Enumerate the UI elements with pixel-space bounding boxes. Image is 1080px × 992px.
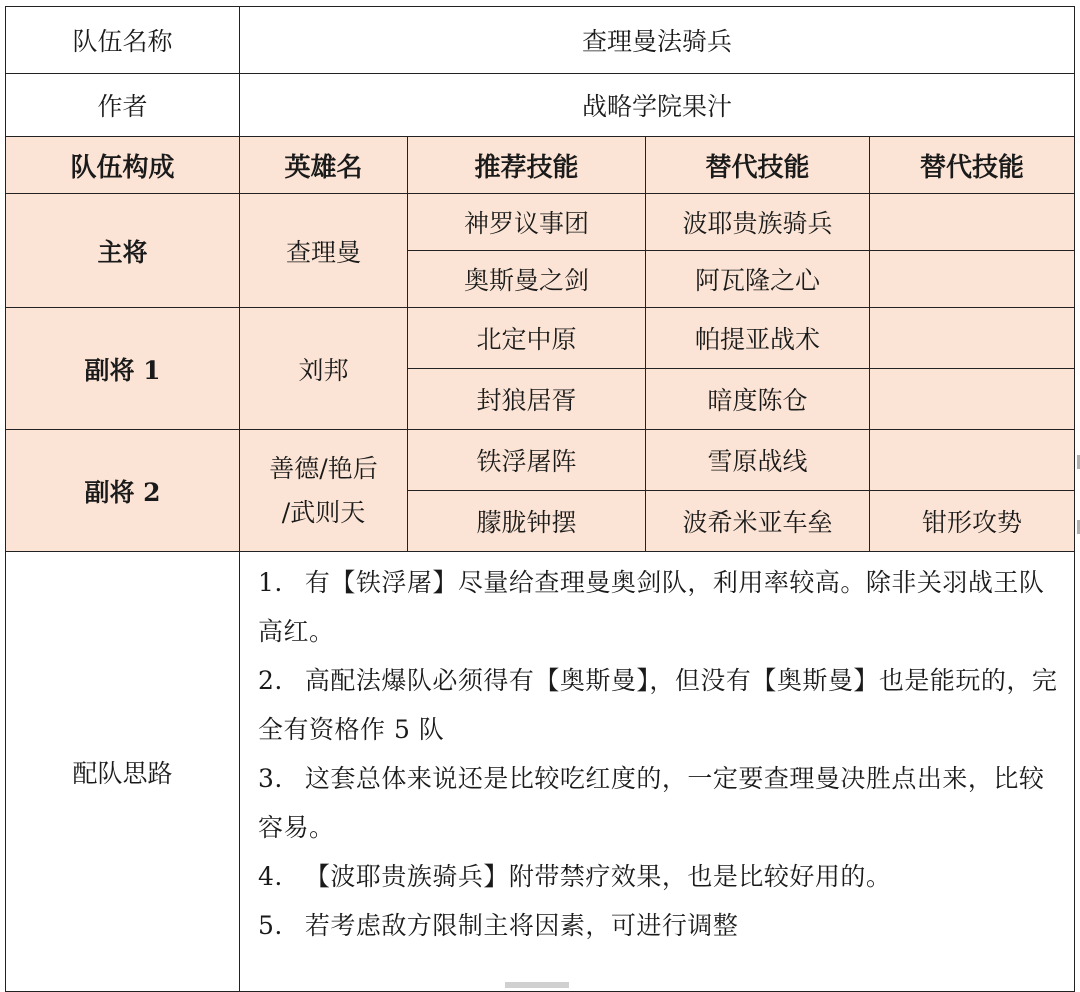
role-vice-general-2: 副将 2 bbox=[6, 430, 240, 552]
recommended-skill: 封狼居胥 bbox=[408, 369, 646, 430]
header-composition: 队伍构成 bbox=[6, 137, 240, 194]
team-lineup-table bbox=[5, 6, 1075, 992]
vice-general-2-row-1 bbox=[6, 430, 1075, 491]
note-number: 2. bbox=[258, 666, 283, 695]
recommended-skill: 铁浮屠阵 bbox=[408, 430, 646, 491]
hero-main-general: 查理曼 bbox=[240, 194, 408, 308]
strategy-note bbox=[258, 656, 1060, 754]
note-number: 5. bbox=[258, 911, 283, 940]
note-number: 1. bbox=[258, 568, 283, 597]
role-vice-general-1: 副将 1 bbox=[6, 308, 240, 430]
alternative-skill-1: 暗度陈仓 bbox=[646, 369, 870, 430]
note-text: 高配法爆队必须得有【奥斯曼】，但没有【奥斯曼】也是能玩的，完全有资格作 5 队 bbox=[258, 666, 1058, 744]
bottom-scroll-indicator bbox=[505, 982, 569, 988]
hero-name-line-1: 善德/艳后 bbox=[269, 453, 378, 483]
strategy-row bbox=[6, 552, 1075, 992]
recommended-skill: 北定中原 bbox=[408, 308, 646, 369]
note-number: 4. bbox=[258, 862, 283, 891]
header-alternative-skills-2: 替代技能 bbox=[870, 137, 1075, 194]
strategy-note bbox=[258, 754, 1060, 852]
alternative-skill-1: 波耶贵族骑兵 bbox=[646, 194, 870, 251]
alternative-skill-2: 钳形攻势 bbox=[870, 491, 1075, 552]
header-recommended-skills: 推荐技能 bbox=[408, 137, 646, 194]
recommended-skill: 神罗议事团 bbox=[408, 194, 646, 251]
header-hero: 英雄名 bbox=[240, 137, 408, 194]
author-label: 作者 bbox=[6, 74, 240, 137]
team-name-label: 队伍名称 bbox=[6, 7, 240, 74]
note-text: 【波耶贵族骑兵】附带禁疗效果，也是比较好用的。 bbox=[304, 862, 892, 891]
note-text: 有【铁浮屠】尽量给查理曼奥剑队，利用率较高。除非关羽战王队高红。 bbox=[258, 568, 1045, 646]
author-row bbox=[6, 74, 1075, 137]
header-row bbox=[6, 137, 1075, 194]
alternative-skill-1: 阿瓦隆之心 bbox=[646, 251, 870, 308]
main-general-row-1 bbox=[6, 194, 1075, 251]
note-text: 若考虑敌方限制主将因素，可进行调整 bbox=[304, 911, 739, 940]
hero-vice-general-2 bbox=[240, 430, 408, 552]
author-value: 战略学院果汁 bbox=[240, 74, 1075, 137]
strategy-note bbox=[258, 558, 1060, 656]
strategy-note bbox=[258, 852, 1060, 901]
alternative-skill-2 bbox=[870, 308, 1075, 369]
alternative-skill-2 bbox=[870, 194, 1075, 251]
alternative-skill-1: 波希米亚车垒 bbox=[646, 491, 870, 552]
team-name-value: 查理曼法骑兵 bbox=[240, 7, 1075, 74]
vice-general-1-row-1 bbox=[6, 308, 1075, 369]
alternative-skill-2 bbox=[870, 369, 1075, 430]
hero-vice-general-1: 刘邦 bbox=[240, 308, 408, 430]
alternative-skill-1: 雪原战线 bbox=[646, 430, 870, 491]
alternative-skill-1: 帕提亚战术 bbox=[646, 308, 870, 369]
strategy-notes bbox=[240, 552, 1075, 992]
recommended-skill: 奥斯曼之剑 bbox=[408, 251, 646, 308]
hero-name-line-2: /武则天 bbox=[281, 497, 366, 527]
strategy-label: 配队思路 bbox=[6, 552, 240, 992]
recommended-skill: 朦胧钟摆 bbox=[408, 491, 646, 552]
alternative-skill-2 bbox=[870, 430, 1075, 491]
strategy-note bbox=[258, 901, 1060, 950]
alternative-skill-2 bbox=[870, 251, 1075, 308]
note-number: 3. bbox=[258, 764, 283, 793]
note-text: 这套总体来说还是比较吃红度的，一定要查理曼决胜点出来，比较容易。 bbox=[258, 764, 1045, 842]
team-name-row bbox=[6, 7, 1075, 74]
header-alternative-skills-1: 替代技能 bbox=[646, 137, 870, 194]
role-main-general: 主将 bbox=[6, 194, 240, 308]
